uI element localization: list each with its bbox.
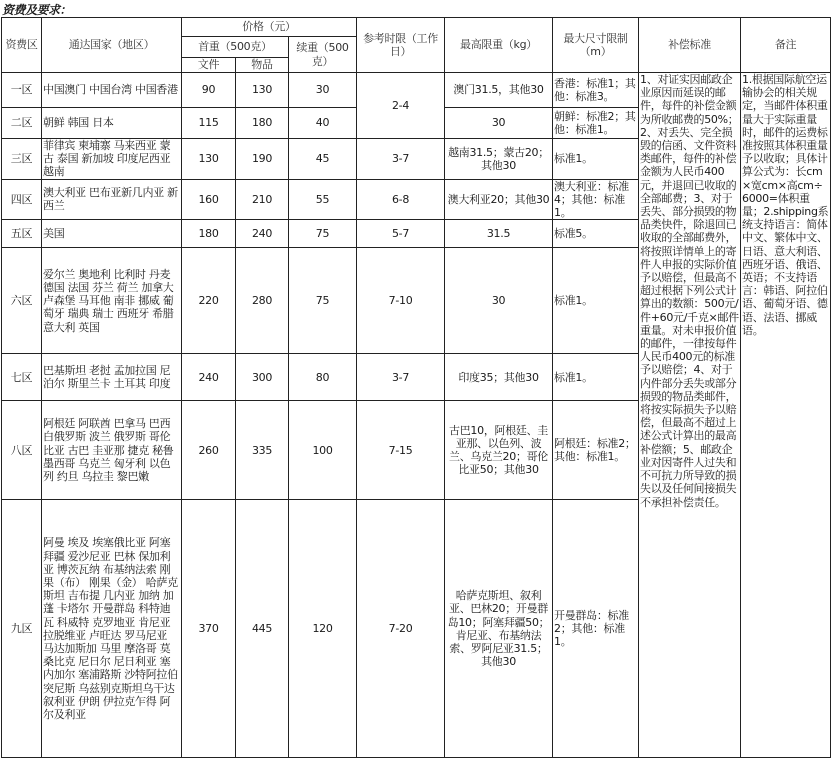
zone-cell: 六区 bbox=[2, 248, 42, 354]
goods-price-cell: 190 bbox=[236, 139, 289, 180]
additional-price-cell: 120 bbox=[289, 500, 357, 758]
transit-time-cell: 6-8 bbox=[357, 179, 445, 220]
max-size-cell: 标准1。 bbox=[553, 139, 639, 180]
max-size-cell: 阿根廷：标准2；其他：标准1。 bbox=[553, 401, 639, 500]
max-weight-cell: 古巴10，阿根廷、圭亚那、以色列、波兰、乌克兰20；哥伦比亚50；其他30 bbox=[445, 401, 553, 500]
doc-price-cell: 180 bbox=[182, 220, 236, 248]
max-weight-cell: 30 bbox=[445, 108, 553, 139]
max-weight-cell: 30 bbox=[445, 248, 553, 354]
transit-time-cell: 3-7 bbox=[357, 139, 445, 180]
doc-price-cell: 370 bbox=[182, 500, 236, 758]
additional-price-cell: 75 bbox=[289, 248, 357, 354]
additional-price-cell: 45 bbox=[289, 139, 357, 180]
transit-time-cell: 2-4 bbox=[357, 73, 445, 139]
header-countries: 通达国家（地区） bbox=[42, 18, 182, 73]
remarks-cell: 1.根据国际航空运输协会的相关规定，当邮件体积重量大于实际重量时，邮件的运费标准按照其体积重量予以收取；具体计算公式为：长cm×宽cm×高cm÷6000=体积重量；2.shipping系统支持语言：简体中文、繁体中文、日语、意大利语、西班牙语、俄语、英语；不支持语言：韩语、阿拉伯语、葡萄牙语、德语、法语、挪威语。 bbox=[741, 73, 831, 758]
doc-price-cell: 240 bbox=[182, 354, 236, 401]
goods-price-cell: 300 bbox=[236, 354, 289, 401]
countries-cell: 朝鲜 韩国 日本 bbox=[42, 108, 182, 139]
countries-cell: 巴基斯坦 老挝 孟加拉国 尼泊尔 斯里兰卡 土耳其 印度 bbox=[42, 354, 182, 401]
additional-price-cell: 80 bbox=[289, 354, 357, 401]
max-size-cell: 标准5。 bbox=[553, 220, 639, 248]
transit-time-cell: 7-20 bbox=[357, 500, 445, 758]
goods-price-cell: 445 bbox=[236, 500, 289, 758]
additional-price-cell: 100 bbox=[289, 401, 357, 500]
doc-price-cell: 260 bbox=[182, 401, 236, 500]
rate-table bbox=[1, 17, 831, 758]
transit-time-cell: 7-10 bbox=[357, 248, 445, 354]
countries-cell: 阿曼 埃及 埃塞俄比亚 阿塞拜疆 爱沙尼亚 巴林 保加利亚 博茨瓦纳 布基纳法索 刚果（布） 刚果（金） 哈萨克斯坦 吉布提 几内亚 加纳 加蓬 卡塔尔 开曼群岛 科特迪瓦 科威特 克罗地亚 肯尼亚 拉脱维亚 卢旺达 罗马尼亚 马达加斯加 马里 摩洛哥 莫桑比克 尼日尔 尼日利亚 塞内加尔 塞浦路斯 沙特阿拉伯 突尼斯 乌兹别克斯坦乌干达 叙利亚 伊朗 伊拉克乍得 阿尔及利亚 bbox=[42, 500, 182, 758]
max-size-cell: 朝鲜：标准2；其他：标准1。 bbox=[553, 108, 639, 139]
additional-price-cell: 55 bbox=[289, 179, 357, 220]
additional-price-cell: 75 bbox=[289, 220, 357, 248]
section-title: 资费及要求： bbox=[2, 3, 72, 17]
max-size-cell: 香港：标准1；其他：标准3。 bbox=[553, 73, 639, 108]
countries-cell: 阿根廷 阿联酋 巴拿马 巴西 白俄罗斯 波兰 俄罗斯 哥伦比亚 古巴 圭亚那 捷克 秘鲁 墨西哥 乌克兰 匈牙利 以色列 约旦 乌拉圭 黎巴嫩 bbox=[42, 401, 182, 500]
max-size-cell: 标准1。 bbox=[553, 354, 639, 401]
zone-cell: 三区 bbox=[2, 139, 42, 180]
doc-price-cell: 115 bbox=[182, 108, 236, 139]
goods-price-cell: 210 bbox=[236, 179, 289, 220]
doc-price-cell: 90 bbox=[182, 73, 236, 108]
zone-cell: 四区 bbox=[2, 179, 42, 220]
max-weight-cell: 印度35；其他30 bbox=[445, 354, 553, 401]
header-additional-weight: 续重（500克） bbox=[289, 37, 357, 73]
doc-price-cell: 160 bbox=[182, 179, 236, 220]
max-weight-cell: 31.5 bbox=[445, 220, 553, 248]
zone-cell: 七区 bbox=[2, 354, 42, 401]
countries-cell: 菲律宾 柬埔寨 马来西亚 蒙古 泰国 新加坡 印度尼西亚 越南 bbox=[42, 139, 182, 180]
max-weight-cell: 越南31.5；蒙古20；其他30 bbox=[445, 139, 553, 180]
zone-cell: 一区 bbox=[2, 73, 42, 108]
goods-price-cell: 180 bbox=[236, 108, 289, 139]
header-row bbox=[2, 18, 831, 37]
max-size-cell: 澳大利亚：标准4；其他：标准1。 bbox=[553, 179, 639, 220]
goods-price-cell: 280 bbox=[236, 248, 289, 354]
goods-price-cell: 130 bbox=[236, 73, 289, 108]
max-weight-cell: 哈萨克斯坦、叙利亚、巴林20；开曼群岛10；阿塞拜疆50；肯尼亚、布基纳法索、罗阿尼亚31.5；其他30 bbox=[445, 500, 553, 758]
doc-price-cell: 220 bbox=[182, 248, 236, 354]
header-documents: 文件 bbox=[182, 58, 236, 73]
doc-price-cell: 130 bbox=[182, 139, 236, 180]
header-price: 价格（元） bbox=[182, 18, 357, 37]
zone-cell: 九区 bbox=[2, 500, 42, 758]
header-max-weight: 最高限重（kg） bbox=[445, 18, 553, 73]
goods-price-cell: 240 bbox=[236, 220, 289, 248]
header-transit-time: 参考时限（工作日） bbox=[357, 18, 445, 73]
compensation-cell: 1、对证实因邮政企业原因而延误的邮件，每件的补偿金额为所收邮费的50%；2、对丢失、完全损毁的信函、文件资料类邮件，每件的补偿金额为人民币400元，并退回已收取的全部邮费；3、对于丢失、部分损毁的物品类快件，除退回已收取的全部邮费外，将按照详情单上的寄件人申报的实际价值予以赔偿，但最高不超过根据下列公式计算出的数额：500元/件+60元/千克×邮件重量。对未申报价值的邮件，一律按每件人民币400元的标准予以赔偿；4、对于内件部分丢失或部分损毁的物品类邮件，将按实际损失予以赔偿，但最高不超过上述公式计算出的最高补偿额；5、邮政企业对因寄件人过失和不可抗力所导致的损失以及任何间接损失不承担补偿责任。 bbox=[639, 73, 741, 758]
zone-cell: 八区 bbox=[2, 401, 42, 500]
header-first-weight: 首重（500克） bbox=[182, 37, 289, 58]
additional-price-cell: 30 bbox=[289, 73, 357, 108]
transit-time-cell: 5-7 bbox=[357, 220, 445, 248]
max-size-cell: 开曼群岛：标准2；其他：标准1。 bbox=[553, 500, 639, 758]
zone-cell: 二区 bbox=[2, 108, 42, 139]
max-weight-cell: 澳门31.5，其他30 bbox=[445, 73, 553, 108]
transit-time-cell: 3-7 bbox=[357, 354, 445, 401]
countries-cell: 爱尔兰 奥地利 比利时 丹麦 德国 法国 芬兰 荷兰 加拿大 卢森堡 马耳他 南非 挪威 葡萄牙 瑞典 瑞士 西班牙 希腊 意大利 英国 bbox=[42, 248, 182, 354]
header-compensation: 补偿标准 bbox=[639, 18, 741, 73]
countries-cell: 中国澳门 中国台湾 中国香港 bbox=[42, 73, 182, 108]
table-row bbox=[2, 73, 831, 108]
header-goods: 物品 bbox=[236, 58, 289, 73]
goods-price-cell: 335 bbox=[236, 401, 289, 500]
transit-time-cell: 7-15 bbox=[357, 401, 445, 500]
zone-cell: 五区 bbox=[2, 220, 42, 248]
additional-price-cell: 40 bbox=[289, 108, 357, 139]
header-remarks: 备注 bbox=[741, 18, 831, 73]
countries-cell: 澳大利亚 巴布亚新几内亚 新西兰 bbox=[42, 179, 182, 220]
countries-cell: 美国 bbox=[42, 220, 182, 248]
max-size-cell: 标准1。 bbox=[553, 248, 639, 354]
max-weight-cell: 澳大利亚20；其他30 bbox=[445, 179, 553, 220]
header-max-size: 最大尺寸限制（m） bbox=[553, 18, 639, 73]
header-zone: 资费区 bbox=[2, 18, 42, 73]
